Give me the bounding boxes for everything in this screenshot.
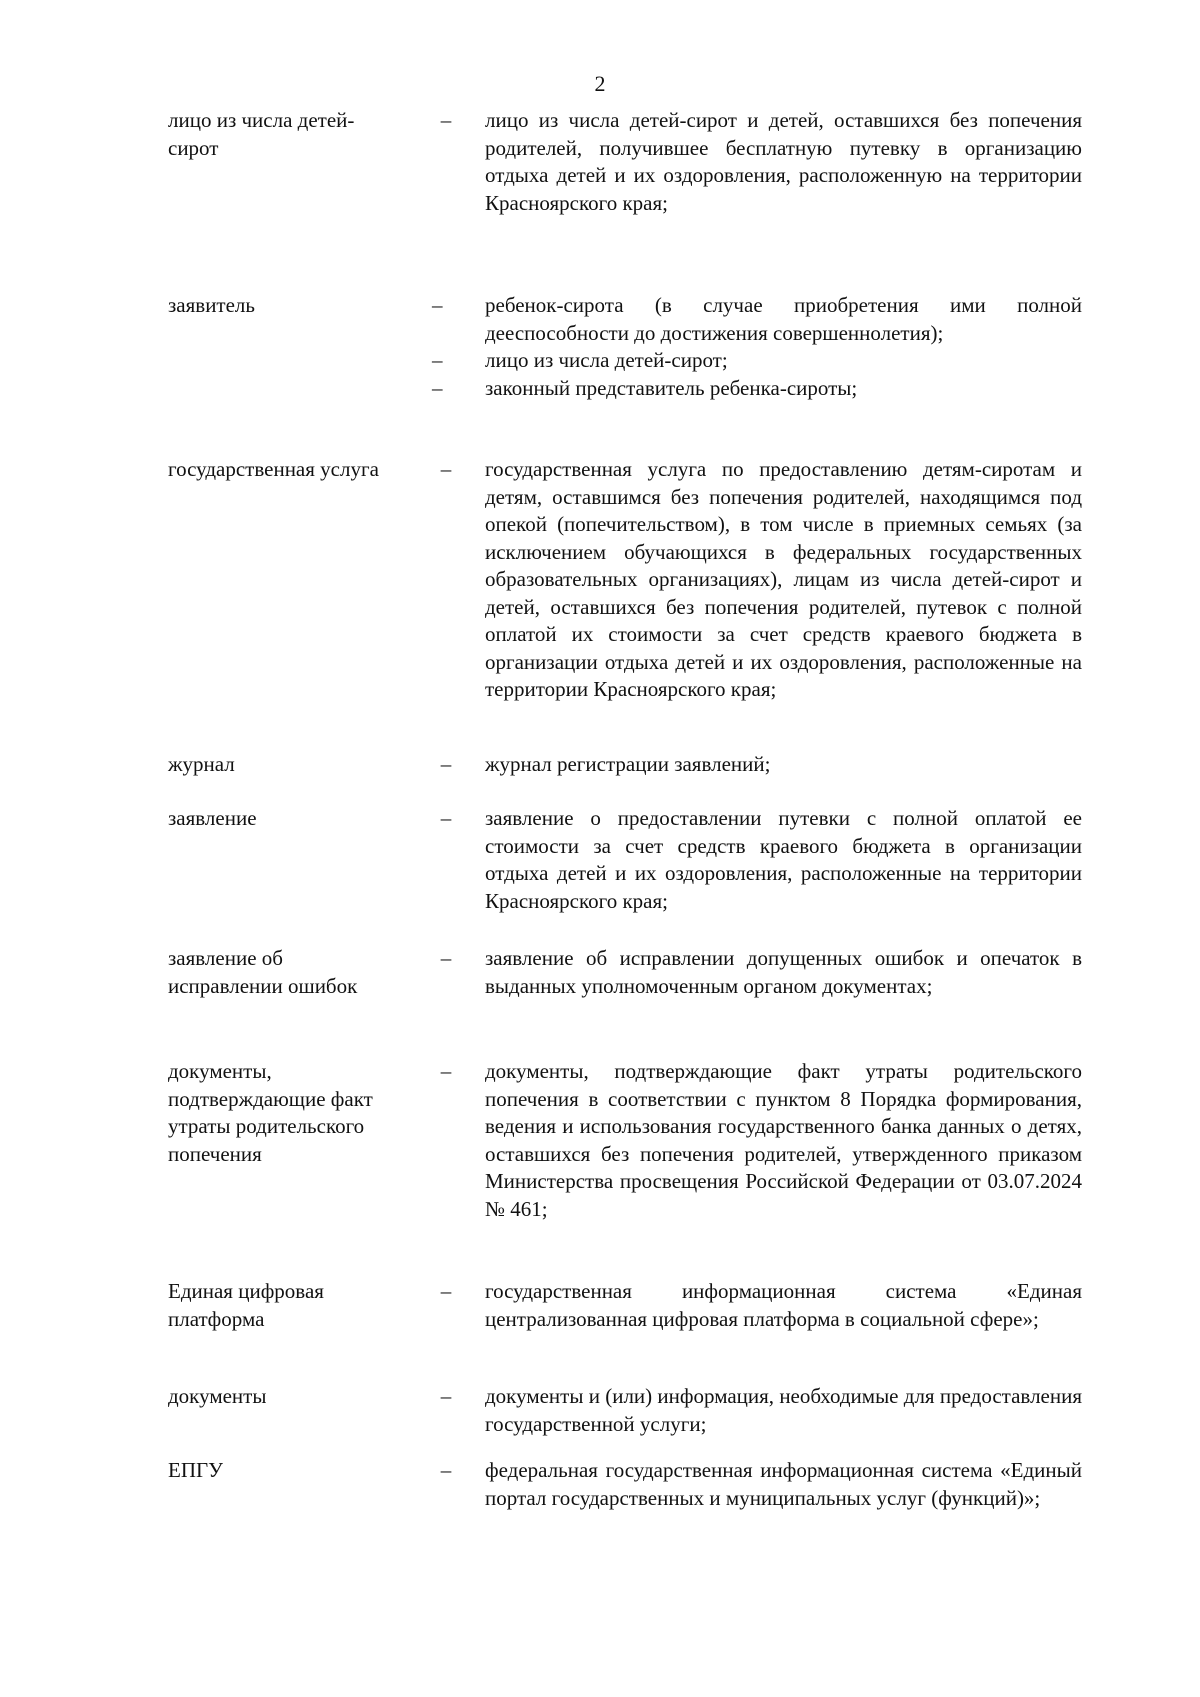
term-line: утраты родительского	[168, 1114, 365, 1138]
definition-text: заявление об исправлении допущенных ошибок и опечаток в выданных уполномоченным органом документах;	[485, 946, 1082, 998]
term-line: исправлении ошибок	[168, 973, 358, 998]
term	[168, 1278, 430, 1333]
definition-item-text: лицо из числа детей-сирот;	[485, 348, 728, 372]
dash-separator: –	[432, 293, 443, 317]
term-line: журнал	[168, 752, 235, 776]
term	[168, 1383, 430, 1411]
term-line: лицо из числа детей-	[168, 108, 355, 132]
definition-list-item	[432, 375, 1082, 403]
term	[168, 945, 430, 1000]
definition-text: федеральная государственная информационная система «Единый портал государственных и муниципальных услуг (функций)»;	[485, 1458, 1082, 1510]
dash-separator: –	[440, 1458, 452, 1482]
definition-text: лицо из числа детей-сирот и детей, оставшихся без попечения родителей, получившее бесплатную путевку в организацию отдыха детей и их оздоровления, расположенную на территории Красноярского края;	[485, 108, 1082, 215]
dash-separator: –	[432, 348, 443, 372]
term-line: заявитель	[168, 293, 255, 317]
term-line: сирот	[168, 135, 219, 160]
dash-separator: –	[440, 752, 452, 776]
dash-separator: –	[440, 1279, 452, 1303]
term-line: государственная услуга	[168, 457, 379, 481]
term	[168, 456, 448, 484]
definition-item-text: ребенок-сирота (в случае приобретения ими полной дееспособности до достижения совершеннолетия);	[485, 293, 1082, 345]
term	[168, 1058, 430, 1168]
page-number: 2	[594, 71, 606, 96]
term-line: попечения	[168, 1141, 262, 1166]
term-line: ЕПГУ	[168, 1458, 224, 1482]
term-line: подтверждающие факт	[168, 1086, 373, 1111]
term	[168, 805, 430, 833]
term-line: документы,	[168, 1059, 272, 1083]
term	[168, 1457, 430, 1485]
definition-text: документы, подтверждающие факт утраты родительского попечения в соответствии с пунктом 8 Порядка формирования, ведения и использования государственного банка данных о детях, оставшихся без попечения родителей, утвержденного приказом Министерства просвещения Российской Федерации от 03.07.2024 № 461;	[485, 1059, 1082, 1221]
term-line: платформа	[168, 1306, 265, 1331]
definition-text: документы и (или) информация, необходимые для предоставления государственной услуги;	[485, 1384, 1082, 1436]
definition-list-item	[432, 347, 1082, 375]
dash-separator: –	[440, 1059, 452, 1083]
term-line: заявление	[168, 806, 257, 830]
definition-list	[432, 292, 1082, 402]
definition-text: заявление о предоставлении путевки с полной оплатой ее стоимости за счет средств краевого бюджета в организации отдыха детей и их оздоровления, расположенные на территории Красноярского края;	[485, 806, 1082, 913]
dash-separator: –	[440, 946, 452, 970]
term-line: заявление об	[168, 946, 283, 970]
definition-text: государственная информационная система «Единая централизованная цифровая платформа в социальной сфере»;	[485, 1279, 1082, 1331]
definition-list-item	[432, 292, 1082, 347]
dash-separator: –	[440, 806, 452, 830]
definition-item-text: законный представитель ребенка-сироты;	[485, 375, 858, 400]
dash-separator: –	[440, 108, 452, 132]
term	[168, 292, 430, 320]
term	[168, 751, 430, 779]
dash-separator: –	[440, 457, 452, 481]
dash-separator: –	[432, 375, 443, 400]
definition-text: журнал регистрации заявлений;	[485, 752, 771, 776]
dash-separator: –	[440, 1384, 452, 1408]
term	[168, 107, 430, 162]
definition-text: государственная услуга по предоставлению детям-сиротам и детям, оставшимся без попечения родителей, находящимся под опекой (попечительством), в том числе в приемных семьях (за исключением обучающихся в федеральных государственных образовательных организациях), лицам из числа детей-сирот и детей, оставшихся без попечения родителей, путевок с полной оплатой их стоимости за счет средств краевого бюджета в организации отдыха детей и их оздоровления, расположенные на территории Красноярского края;	[485, 457, 1082, 701]
term-line: документы	[168, 1384, 267, 1408]
term-line: Единая цифровая	[168, 1279, 324, 1303]
